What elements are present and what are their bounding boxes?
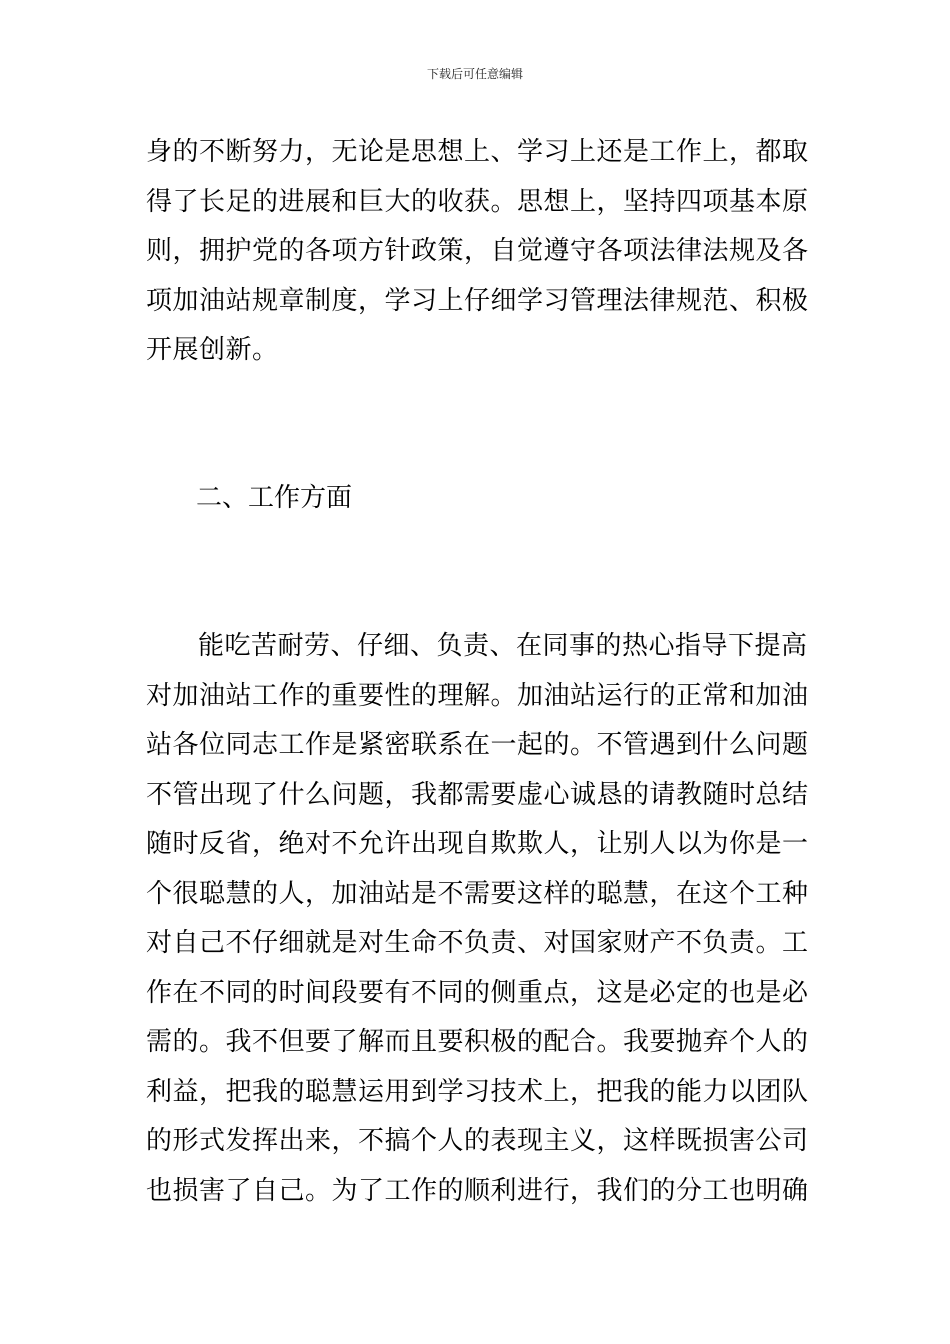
page-header: 下载后可任意编辑 — [426, 67, 523, 81]
paragraph-work: 能吃苦耐劳、仔细、负责、在同事的热心指导下提高对加油站工作的重要性的理解。加油站运行的正常和加油站各位同志工作是紧密联系在一起的。不管遇到什么问题不管出现了什么问题，我都需要虚心诚恳的请教随时总结随时反省，绝对不允许出现自欺欺人，让别人以为你是一个很聪慧的人，加油站是不需要这样的聪慧，在这个工种对自己不仔细就是对生命不负责、对国家财产不负责。工作在不同的时间段要有不同的侧重点，这是必定的也是必需的。我不但要了解而且要积极的配合。我要抛弃个人的利益，把我的聪慧运用到学习技术上，把我的能力以团队的形式发挥出来，不搞个人的表现主义，这样既损害公司也损害了自己。为了工作的顺利进行，我们的分工也明确 — [146, 631, 809, 1206]
section-heading-work: 二、工作方面 — [196, 483, 353, 513]
paragraph-thinking-study: 身的不断努力，无论是思想上、学习上还是工作上，都取得了长足的进展和巨大的收获。思想上，坚持四项基本原则，拥护党的各项方针政策，自觉遵守各项法律法规及各项加油站规章制度，学习上仔细学习管理法律规范、积极开展创新。 — [146, 137, 809, 365]
